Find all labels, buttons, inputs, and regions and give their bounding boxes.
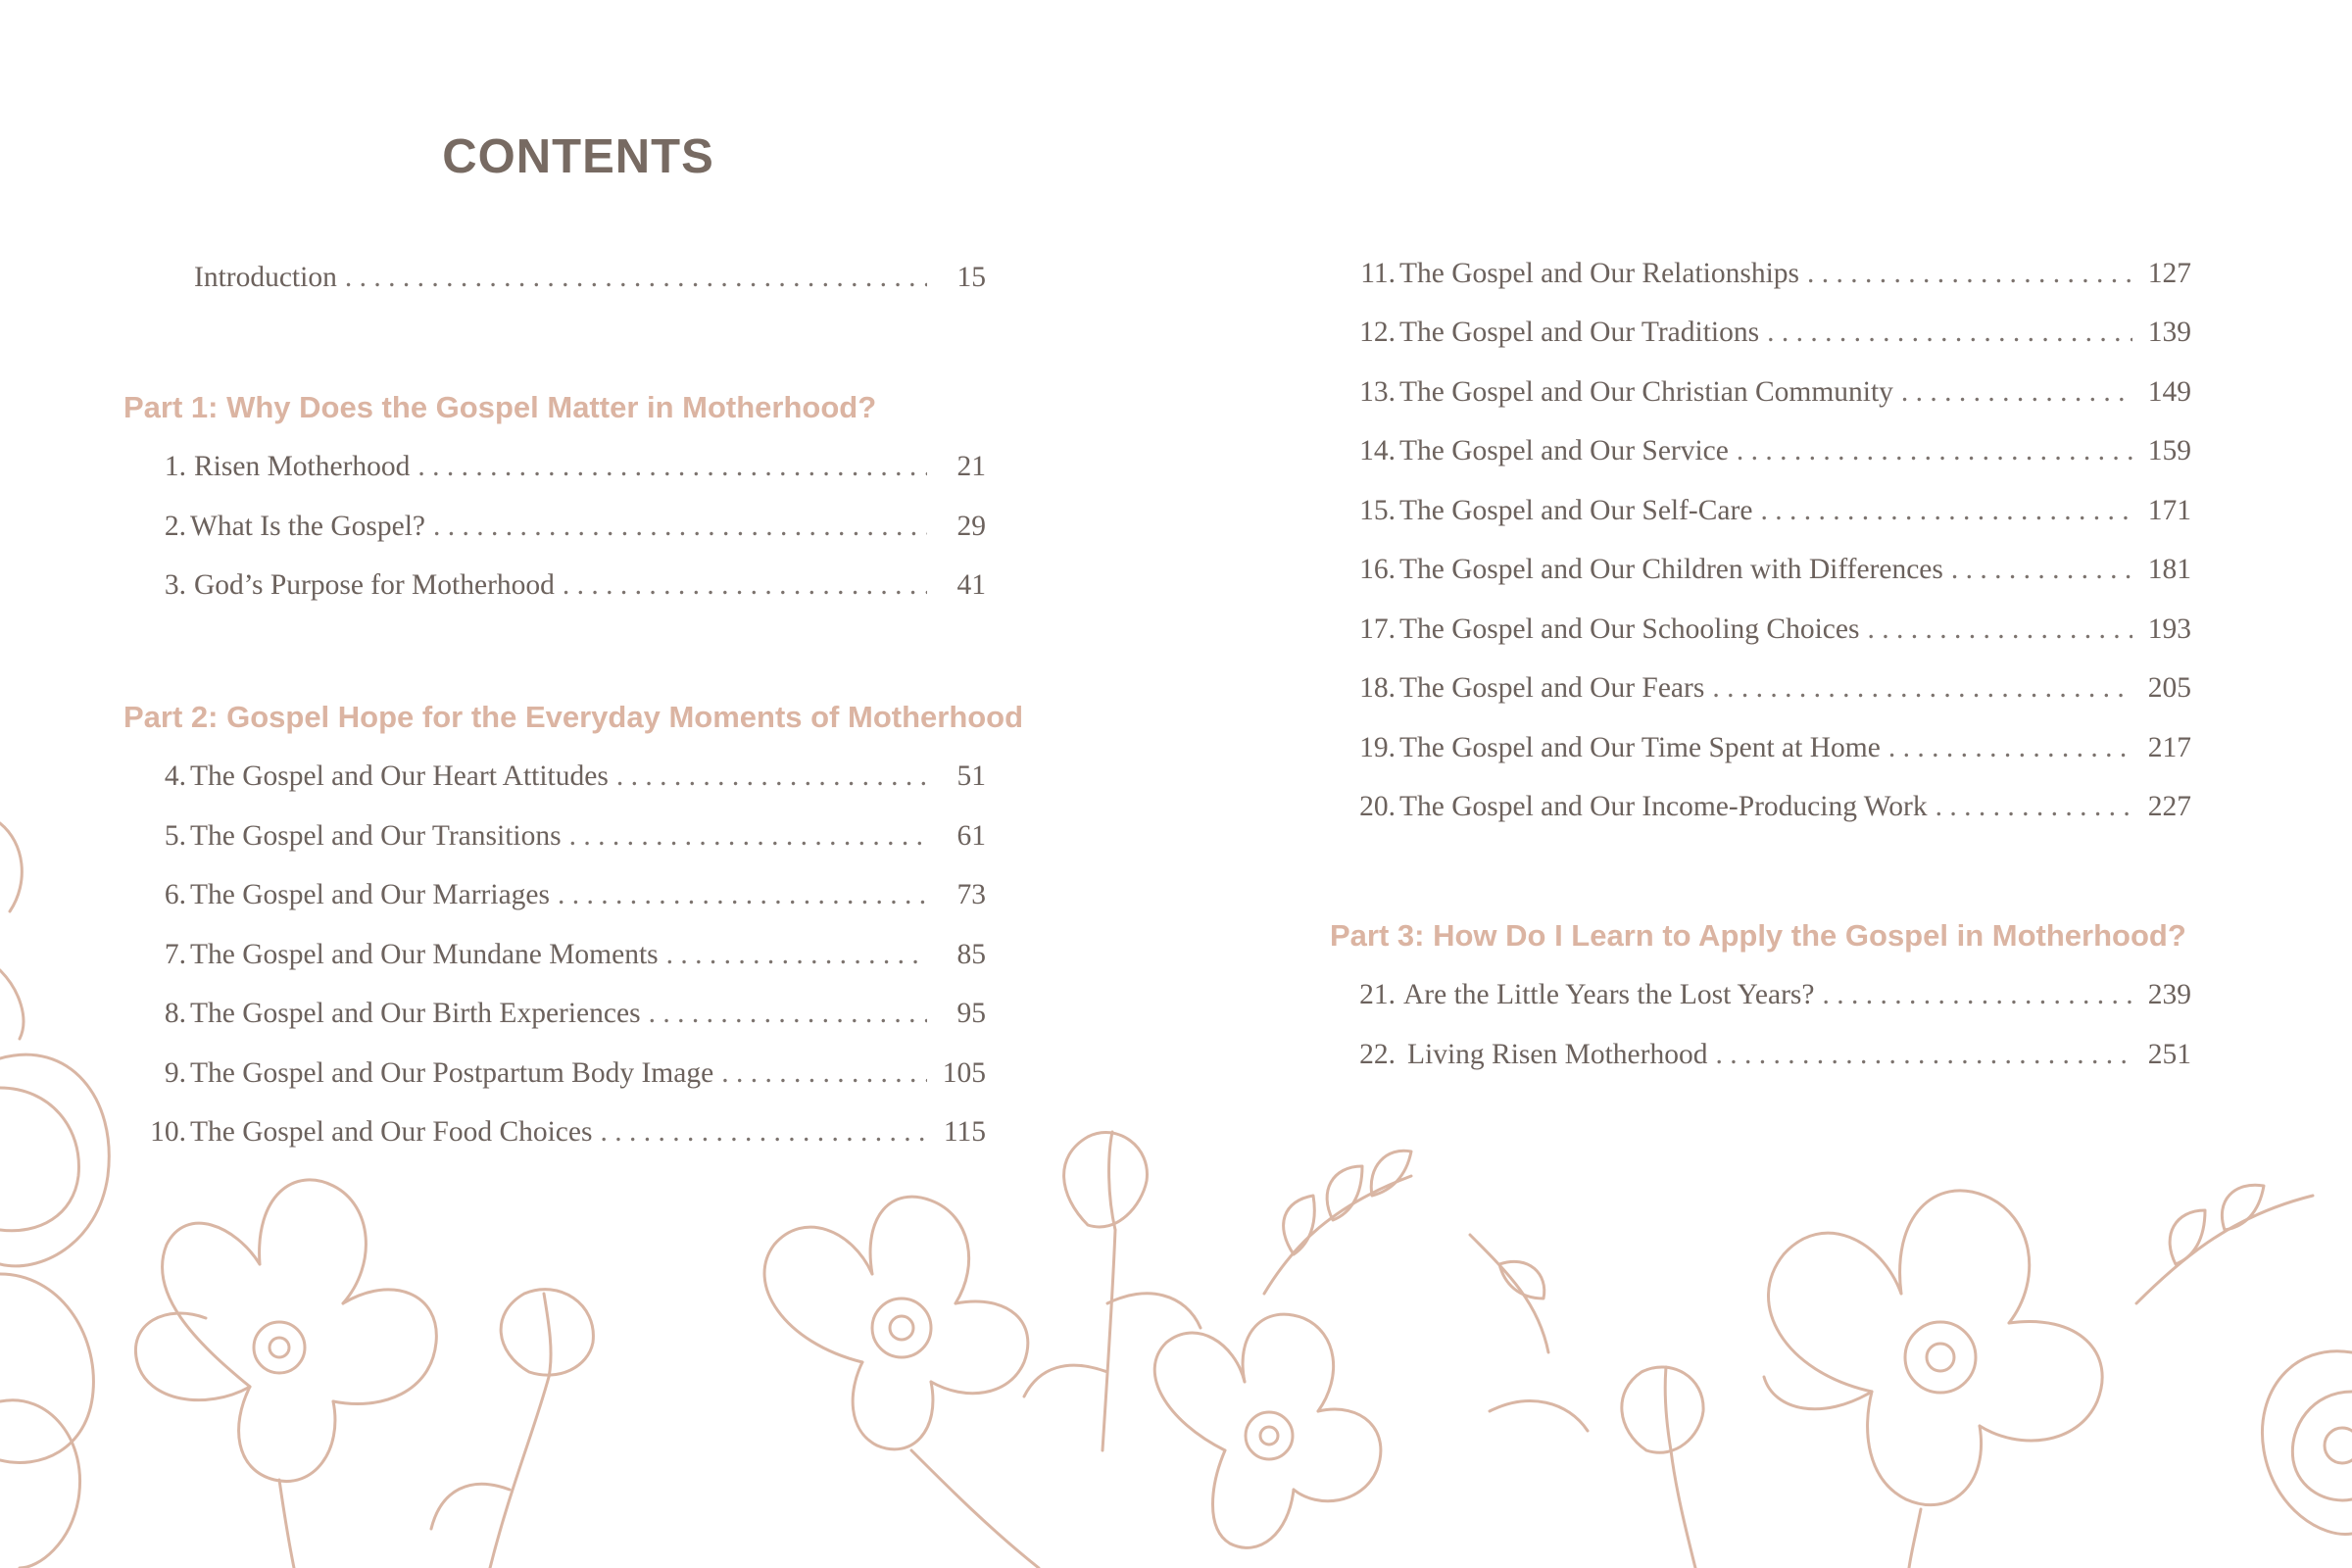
entry-page-number: 205	[2147, 672, 2191, 704]
flower-bloom	[135, 1180, 436, 1568]
entry-title: The Gospel and Our Children with Differences	[1399, 554, 1943, 585]
entry-page-number: 251	[2147, 1039, 2191, 1070]
entry-number: 6.	[164, 879, 186, 910]
entry-number: 1.	[164, 451, 186, 482]
entry-number: 18.	[1359, 672, 1396, 704]
entry-number: 19.	[1359, 732, 1396, 763]
entry-page-number: 159	[2147, 435, 2191, 466]
flower-bloom	[1764, 1191, 2102, 1568]
part-3-heading: Part 3: How Do I Learn to Apply the Gospel in Motherhood?	[1330, 918, 2186, 953]
entry-title: Living Risen Motherhood	[1407, 1039, 1708, 1070]
entry-page-number: 15	[956, 262, 986, 293]
entry-title: The Gospel and Our Mundane Moments	[190, 939, 659, 970]
entry-number: 7.	[164, 939, 186, 970]
entry-title: The Gospel and Our Fears	[1399, 672, 1705, 704]
part-1-heading: Part 1: Why Does the Gospel Matter in Motherhood?	[123, 390, 877, 424]
entry-title: The Gospel and Our Marriages	[190, 879, 550, 910]
entry-number: 3.	[164, 569, 186, 601]
flower-bud	[1622, 1367, 1703, 1568]
right-edge-bloom	[2262, 1351, 2352, 1535]
entry-number: 8.	[164, 998, 186, 1029]
entry-page-number: 41	[956, 569, 986, 601]
entry-title: God’s Purpose for Motherhood	[194, 569, 555, 601]
entry-number: 17.	[1359, 613, 1396, 645]
entry-title: The Gospel and Our Birth Experiences	[190, 998, 641, 1029]
leaf-sprig	[1264, 1151, 1548, 1352]
entry-title: The Gospel and Our Traditions	[1399, 317, 1760, 348]
leaf-sprig	[1490, 1185, 2313, 1431]
entry-page-number: 29	[956, 511, 986, 542]
part-2-heading: Part 2: Gospel Hope for the Everyday Moments of Motherhood	[123, 700, 1024, 734]
entry-page-number: 139	[2147, 317, 2191, 348]
entry-title: The Gospel and Our Food Choices	[190, 1116, 593, 1148]
entry-page-number: 193	[2147, 613, 2191, 645]
entry-number: 13.	[1359, 376, 1396, 408]
entry-page-number: 239	[2147, 979, 2191, 1010]
entry-title: The Gospel and Our Service	[1399, 435, 1729, 466]
entry-title: The Gospel and Our Schooling Choices	[1399, 613, 1860, 645]
entry-number: 10.	[150, 1116, 186, 1148]
entry-title: The Gospel and Our Relationships	[1399, 258, 1800, 289]
entry-page-number: 127	[2147, 258, 2191, 289]
entry-title: What Is the Gospel?	[190, 511, 426, 542]
entry-number: 12.	[1359, 317, 1396, 348]
entry-title: The Gospel and Our Heart Attitudes	[190, 760, 609, 792]
entry-page-number: 149	[2147, 376, 2191, 408]
entry-page-number: 85	[956, 939, 986, 970]
entry-number: 2.	[164, 511, 186, 542]
entry-page-number: 227	[2147, 791, 2191, 822]
entry-title: The Gospel and Our Income-Producing Work	[1399, 791, 1928, 822]
entry-page-number: 73	[956, 879, 986, 910]
entry-number: 21.	[1359, 979, 1396, 1010]
entry-number: 16.	[1359, 554, 1396, 585]
entry-page-number: 95	[956, 998, 986, 1029]
entry-page-number: 51	[956, 760, 986, 792]
entry-page-number: 171	[2147, 495, 2191, 526]
entry-number: 20.	[1359, 791, 1396, 822]
entry-title: The Gospel and Our Time Spent at Home	[1399, 732, 1881, 763]
entry-number: 14.	[1359, 435, 1396, 466]
entry-number: 11.	[1360, 258, 1396, 289]
left-edge-bloom	[0, 823, 109, 1568]
entry-title: The Gospel and Our Transitions	[190, 820, 562, 852]
flower-bloom	[1154, 1314, 1381, 1547]
entry-title: The Gospel and Our Christian Community	[1399, 376, 1893, 408]
flower-bud	[431, 1290, 593, 1568]
entry-page-number: 21	[956, 451, 986, 482]
entry-number: 15.	[1359, 495, 1396, 526]
entry-number: 5.	[164, 820, 186, 852]
entry-number: 9.	[164, 1057, 186, 1089]
flower-bud	[1024, 1132, 1200, 1450]
entry-number: 4.	[164, 760, 186, 792]
entry-title: Are the Little Years the Lost Years?	[1403, 979, 1815, 1010]
entry-page-number: 115	[943, 1116, 986, 1148]
entry-page-number: 105	[942, 1057, 986, 1089]
page-title: CONTENTS	[442, 130, 714, 183]
flower-bloom	[764, 1197, 1039, 1568]
entry-title: The Gospel and Our Postpartum Body Image	[190, 1057, 714, 1089]
entry-number: 22.	[1359, 1039, 1396, 1070]
entry-title: Introduction	[194, 262, 337, 293]
entry-title: Risen Motherhood	[194, 451, 411, 482]
entry-page-number: 61	[956, 820, 986, 852]
entry-page-number: 217	[2147, 732, 2191, 763]
entry-page-number: 181	[2147, 554, 2191, 585]
entry-title: The Gospel and Our Self-Care	[1399, 495, 1753, 526]
